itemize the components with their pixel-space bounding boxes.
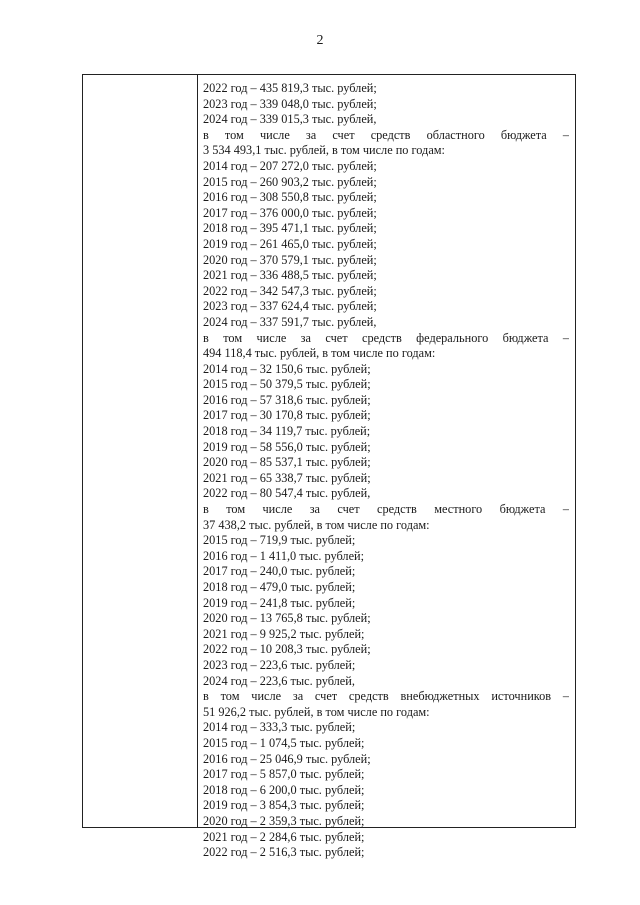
- funding-line: 51 926,2 тыс. рублей, в том числе по годам:: [203, 704, 430, 719]
- page-number: 2: [316, 33, 324, 48]
- funding-line: в том числе за счет средств внебюджетных источников –: [203, 689, 569, 704]
- funding-line: 2018 год – 395 471,1 тыс. рублей;: [203, 221, 377, 236]
- funding-line: 2014 год – 207 272,0 тыс. рублей;: [203, 158, 377, 173]
- funding-line: 3 534 493,1 тыс. рублей, в том числе по годам:: [203, 143, 445, 158]
- funding-table: [82, 74, 576, 860]
- funding-line: 2018 год – 34 119,7 тыс. рублей;: [203, 424, 371, 439]
- funding-line: 2019 год – 58 556,0 тыс. рублей;: [203, 439, 371, 454]
- funding-line: 2021 год – 336 488,5 тыс. рублей;: [203, 268, 377, 283]
- funding-line: в том числе за счет средств областного бюджета –: [203, 127, 569, 142]
- funding-line: 2017 год – 376 000,0 тыс. рублей;: [203, 205, 377, 220]
- funding-line: 2022 год – 2 516,3 тыс. рублей;: [203, 845, 365, 860]
- funding-line: 2022 год – 435 819,3 тыс. рублей;: [203, 81, 377, 95]
- funding-line: 2016 год – 1 411,0 тыс. рублей;: [203, 548, 365, 563]
- funding-line: 2019 год – 261 465,0 тыс. рублей;: [203, 236, 377, 251]
- funding-line: 2022 год – 80 547,4 тыс. рублей,: [203, 486, 371, 501]
- funding-line: в том числе за счет средств федерального бюджета –: [203, 330, 569, 345]
- funding-line: 2024 год – 339 015,3 тыс. рублей,: [203, 112, 377, 127]
- table-column-divider: [197, 75, 198, 827]
- funding-line: 2018 год – 6 200,0 тыс. рублей;: [203, 782, 365, 797]
- funding-line: 2015 год – 719,9 тыс. рублей;: [203, 533, 356, 548]
- funding-line: 2017 год – 30 170,8 тыс. рублей;: [203, 408, 371, 423]
- funding-line: 2014 год – 333,3 тыс. рублей;: [203, 720, 356, 735]
- funding-line: 2016 год – 308 550,8 тыс. рублей;: [203, 190, 377, 205]
- funding-line: 2023 год – 223,6 тыс. рублей;: [203, 657, 356, 672]
- funding-line: 2019 год – 241,8 тыс. рублей;: [203, 595, 356, 610]
- funding-line: 2020 год – 370 579,1 тыс. рублей;: [203, 252, 377, 267]
- funding-line: 2015 год – 260 903,2 тыс. рублей;: [203, 174, 377, 189]
- funding-line: 2024 год – 223,6 тыс. рублей,: [203, 673, 355, 688]
- funding-line: 2016 год – 25 046,9 тыс. рублей;: [203, 751, 371, 766]
- funding-line: 2023 год – 339 048,0 тыс. рублей;: [203, 96, 377, 111]
- funding-line: 2020 год – 85 537,1 тыс. рублей;: [203, 455, 371, 470]
- funding-line: 2015 год – 1 074,5 тыс. рублей;: [203, 735, 365, 750]
- funding-line: 494 118,4 тыс. рублей, в том числе по годам:: [203, 346, 436, 361]
- funding-line: 2015 год – 50 379,5 тыс. рублей;: [203, 377, 371, 392]
- funding-line: 2020 год – 2 359,3 тыс. рублей;: [203, 813, 365, 828]
- funding-line: 2024 год – 337 591,7 тыс. рублей,: [203, 314, 377, 329]
- funding-line: 2017 год – 5 857,0 тыс. рублей;: [203, 767, 365, 782]
- funding-line: 2023 год – 337 624,4 тыс. рублей;: [203, 299, 377, 314]
- funding-line: 2016 год – 57 318,6 тыс. рублей;: [203, 392, 371, 407]
- funding-line: 2017 год – 240,0 тыс. рублей;: [203, 564, 356, 579]
- funding-line: 2021 год – 9 925,2 тыс. рублей;: [203, 626, 365, 641]
- funding-line: 2019 год – 3 854,3 тыс. рублей;: [203, 798, 365, 813]
- funding-line: в том числе за счет средств местного бюджета –: [203, 502, 569, 517]
- funding-line: 37 438,2 тыс. рублей, в том числе по годам:: [203, 517, 430, 532]
- funding-line: 2020 год – 13 765,8 тыс. рублей;: [203, 611, 371, 626]
- funding-line: 2022 год – 10 208,3 тыс. рублей;: [203, 642, 371, 657]
- funding-line: 2021 год – 65 338,7 тыс. рублей;: [203, 470, 371, 485]
- funding-line: 2021 год – 2 284,6 тыс. рублей;: [203, 829, 365, 844]
- funding-line: 2018 год – 479,0 тыс. рублей;: [203, 580, 356, 594]
- funding-line: 2022 год – 342 547,3 тыс. рублей;: [203, 283, 377, 298]
- funding-line: 2014 год – 32 150,6 тыс. рублей;: [203, 361, 371, 376]
- table-cell-funding-text: [203, 81, 569, 861]
